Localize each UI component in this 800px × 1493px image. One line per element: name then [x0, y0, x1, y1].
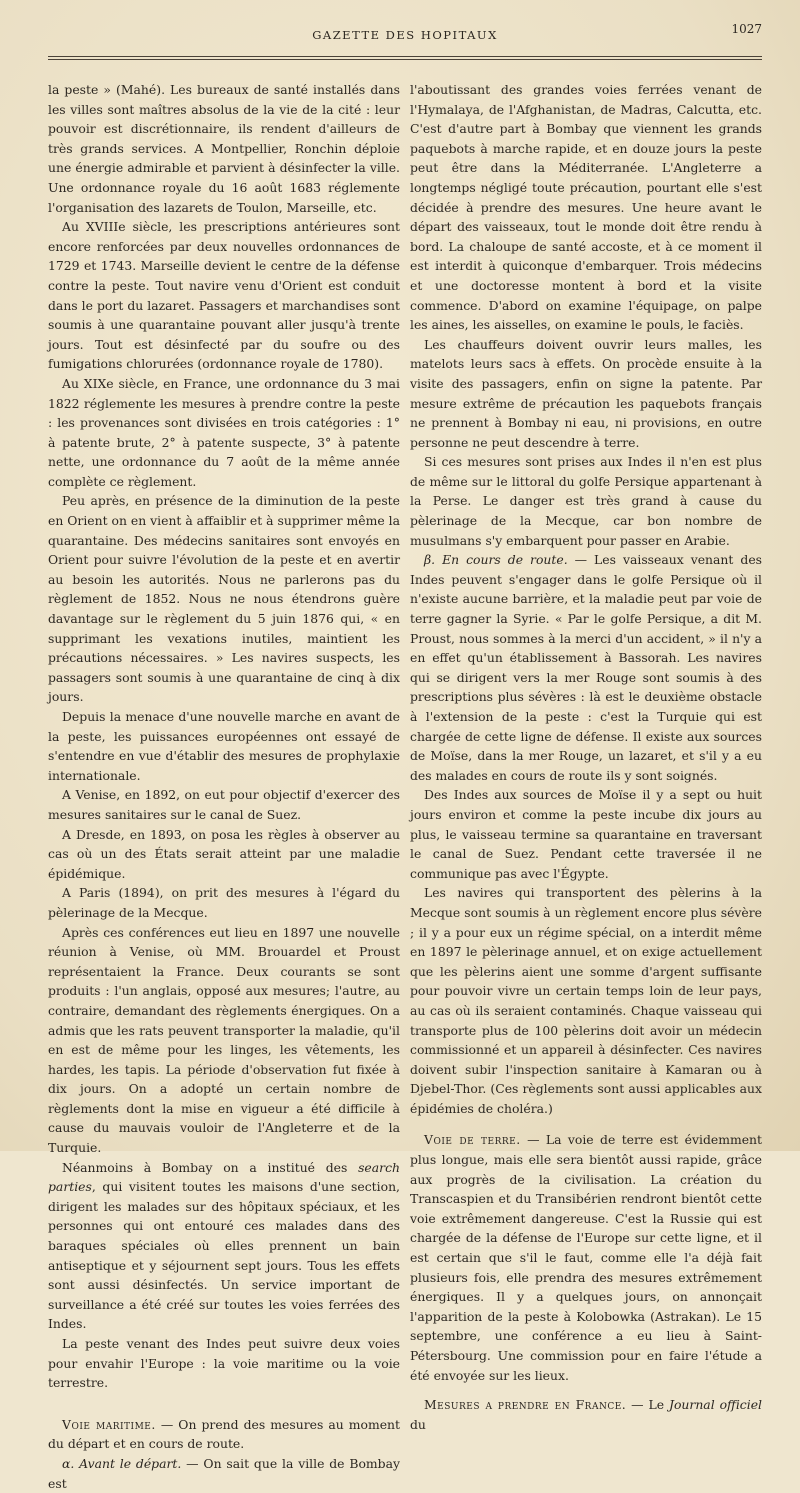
paragraph: Les navires qui transportent des pèlerins à la Mecque sont soumis à un règlement encore plus sévère ; il y a pour eux un régime spécial, on a interdit même en 1897 le pèlerinage annuel, et on exige actuellement que les pèlerins aient une somme d'argent suffisante pour pouvoir vivre un certain temps loin de leur pays, au cas où ils seraient contaminés. Chaque vaisseau qui transporte plus de 100 pèlerins doit avoir un médecin commissionné et un appareil à désinfecter. Ces navires doivent subir l'inspection sanitaire à Kamaran ou à Djebel-Thor. (Ces règlements sont aussi applicables aux épidémies de choléra.) — [410, 885, 762, 1116]
italic-term: Journal officiel — [669, 1397, 763, 1413]
paragraph: Au XVIIIe siècle, les prescriptions antérieures sont encore renforcées par deux nouvelles ordonnances de 1729 et 1743. Marseille devient le centre de la défense contre la peste. Tout navire venu d'Orient est conduit dans le port du lazaret. Passagers et marchandises sont soumis à une quarantaine pouvant aller jusqu'à trente jours. Tout est désinfecté par du soufre ou des fumigations chlorurées (ordonnance royale de 1780). — [48, 219, 400, 372]
paragraph — [48, 1415, 400, 1454]
paragraph — [410, 550, 762, 785]
paragraph: Si ces mesures sont prises aux Indes il n'en est plus de même sur le littoral du golfe Persique appartenant à la Perse. Le danger est très grand à cause du pèlerinage de la Mecque, car bon nombre de musulmans s'y embarquent pour passer en Arabie. — [410, 454, 762, 548]
paragraph: A Venise, en 1892, on eut pour objectif d'exercer des mesures sanitaires sur le canal de Suez. — [48, 787, 400, 822]
paragraph: Des Indes aux sources de Moïse il y a sept ou huit jours environ et comme la peste incube dix jours au plus, le vaisseau termine sa quarantaine en traversant le canal de Suez. Pendant cette traversée il ne communique pas avec l'Égypte. — [410, 787, 762, 881]
page-header — [48, 18, 762, 42]
header-rule — [48, 56, 762, 57]
section-heading: Mesures a prendre en France. — [424, 1397, 627, 1413]
right-column — [410, 80, 762, 1493]
paragraph: Les chauffeurs doivent ouvrir leurs malles, les matelots leurs sacs à effets. On procède ensuite à la visite des passagers, enfin on signe la patente. Par mesure extrême de précaution les paquebots français ne prennent à Bombay ni eau, ni provisions, en outre personne ne peut descendre à terre. — [410, 336, 762, 450]
paragraph: Depuis la menace d'une nouvelle marche en avant de la peste, les puissances européennes ont essayé de s'entendre en vue d'établir des mesures de prophylaxie internationale. — [48, 709, 400, 783]
text-run: — La voie de terre est évidemment plus longue, mais elle sera bientôt aussi rapide, grâce aux progrès de la civilisation. La création du Transcaspien et du Transibérien rendront bientôt cette voie extrêmement dangereuse. C'est la Russie qui est chargée de la défense de l'Europe sur cette ligne, et il est certain que s'il le faut, comme elle l'a déjà fait plusieurs fois, elle prendra des mesures extrêmement énergiques. Il y a quelques jours, on annonçait l'apparition de la peste à Kolobowka (Astrakan). Le 15 septembre, une conférence a eu lieu à Saint-Pétersbourg. Une commission pour en faire l'étude a été envoyée sur les lieux. — [410, 1132, 763, 1383]
text-run: — On sait que la ville de Bombay est — [48, 1455, 400, 1491]
text-run: — Les vaisseaux venant des Indes peuvent s'engager dans le golfe Persique où il n'existe aucune barrière, et la maladie peut par voie de terre gagner la Syrie. « Par le golfe Persique, a dit M. Proust, nous sommes à la merci d'un accident, » il n'y a en effet qu'un établissement à Bassorah. Les navires qui se dirigent vers la mer Rouge sont soumis à des prescriptions plus sévères : là est le deuxième obstacle à l'extension de la peste : c'est la Turquie qui est chargée de cette ligne de défense. Il existe aux sources de Moïse, dans la mer Rouge, un lazaret, et s'il y a eu des malades en cours de route ils y sont soignés. — [410, 552, 763, 783]
italic-term: search parties — [48, 1159, 400, 1195]
journal-title: GAZETTE DES HOPITAUX — [312, 28, 498, 42]
paragraph: La peste venant des Indes peut suivre deux voies pour envahir l'Europe : la voie maritime ou la voie terrestre. — [48, 1336, 400, 1391]
article-columns — [48, 80, 762, 1493]
paragraph: A Dresde, en 1893, on posa les règles à observer au cas où un des États serait atteint par une maladie épidémique. — [48, 826, 400, 881]
paragraph: Au XIXe siècle, en France, une ordonnance du 3 mai 1822 réglemente les mesures à prendre contre la peste : les provenances sont divisées en trois catégories : 1° à patente brute, 2° à patente suspecte, 3° à patente nette, une ordonnance du 7 août de la même année complète ce règlement. — [48, 375, 400, 489]
section-spacer — [48, 1393, 400, 1415]
section-heading: Voie de terre. — [424, 1132, 521, 1148]
paragraph: Après ces conférences eut lieu en 1897 une nouvelle réunion à Venise, où MM. Brouardel et Proust représentaient la France. Deux courants se sont produits : l'un anglais, opposé aux mesures; l'autre, au contraire, demandant des règlements énergiques. On a admis que les rats peuvent transporter la maladie, qu'il en est de même pour les linges, les vêtements, les hardes, les tapis. La période d'observation fut fixée à dix jours. On a adopté un certain nombre de règlements dont la mise en vigueur a été difficile à cause du mauvais vouloir de l'Angleterre et de la Turquie. — [48, 924, 400, 1156]
header-rule-second — [48, 59, 762, 60]
text-run: du — [410, 1416, 426, 1432]
paragraph — [48, 1454, 400, 1493]
paragraph — [410, 1395, 762, 1434]
paragraph: la peste » (Mahé). Les bureaux de santé installés dans les villes sont maîtres absolus de la vie de la cité : leur pouvoir est discrétionnaire, ils rendent d'ailleurs de très grands services. A Montpellier, Ronchin déploie une énergie admirable et parvient à désinfecter la ville. Une ordonnance royale du 16 août 1683 réglemente l'organisation des lazarets de Toulon, Marseille, etc. — [48, 82, 400, 215]
text-run: — On prend des mesures au moment du départ et en cours de route. — [48, 1416, 401, 1452]
text-run: Néanmoins à Bombay on a institué des — [62, 1159, 359, 1175]
paragraph — [48, 1158, 400, 1334]
page-number: 1027 — [731, 22, 762, 36]
text-run: , qui visitent toutes les maisons d'une section, dirigent les malades sur des hôpitaux spéciaux, et les personnes qui ont entouré ces malades dans des baraques spéciales où elles prennent un bain antiseptique et y séjournent sept jours. Tous les effets sont aussi désinfectés. Un service important de surveillance a été créé sur toutes les voies ferrées des Indes. — [48, 1179, 400, 1332]
left-column — [48, 80, 400, 1493]
subsection-label: β. En cours de route. — [424, 552, 568, 568]
paragraph: Peu après, en présence de la diminution de la peste en Orient on en vient à affaiblir et à supprimer même la quarantaine. Des médecins sanitaires sont envoyés en Orient pour suivre l'évolution de la peste et en avertir au besoin les autorités. Nous ne parlerons pas du règlement de 1852. Nous ne nous étendrons guère davantage sur le règlement du 5 juin 1876 qui, « en supprimant les vexations inutiles, maintient les précautions nécessaires. » Les navires suspects, les passagers sont soumis à une quarantaine de cinq à dix jours. — [48, 493, 400, 705]
paragraph — [410, 1130, 762, 1385]
section-heading: Voie maritime. — [62, 1416, 156, 1432]
paragraph: l'aboutissant des grandes voies ferrées venant de l'Hymalaya, de l'Afghanistan, de Madras, Calcutta, etc. C'est d'autre part à Bombay que viennent les grands paquebots à marche rapide, et en douze jours la peste peut être dans la Méditerranée. L'Angleterre a longtemps négligé toute précaution, pourtant elle s'est décidée à prendre des mesures. Une heure avant le départ des vaisseaux, tout le monde doit être rendu à bord. La chaloupe de santé accoste, et à ce moment il est interdit à quiconque d'embarquer. Trois médecins et une doctoresse montent à bord et la visite commence. D'abord on examine l'équipage, on palpe les aines, les aisselles, on examine le pouls, le faciès. — [410, 82, 762, 333]
paragraph: A Paris (1894), on prit des mesures à l'égard du pèlerinage de la Mecque. — [48, 885, 400, 920]
subsection-label: α. Avant le départ. — [62, 1455, 182, 1471]
text-run: — Le — [626, 1397, 669, 1413]
section-spacer — [410, 1118, 762, 1130]
